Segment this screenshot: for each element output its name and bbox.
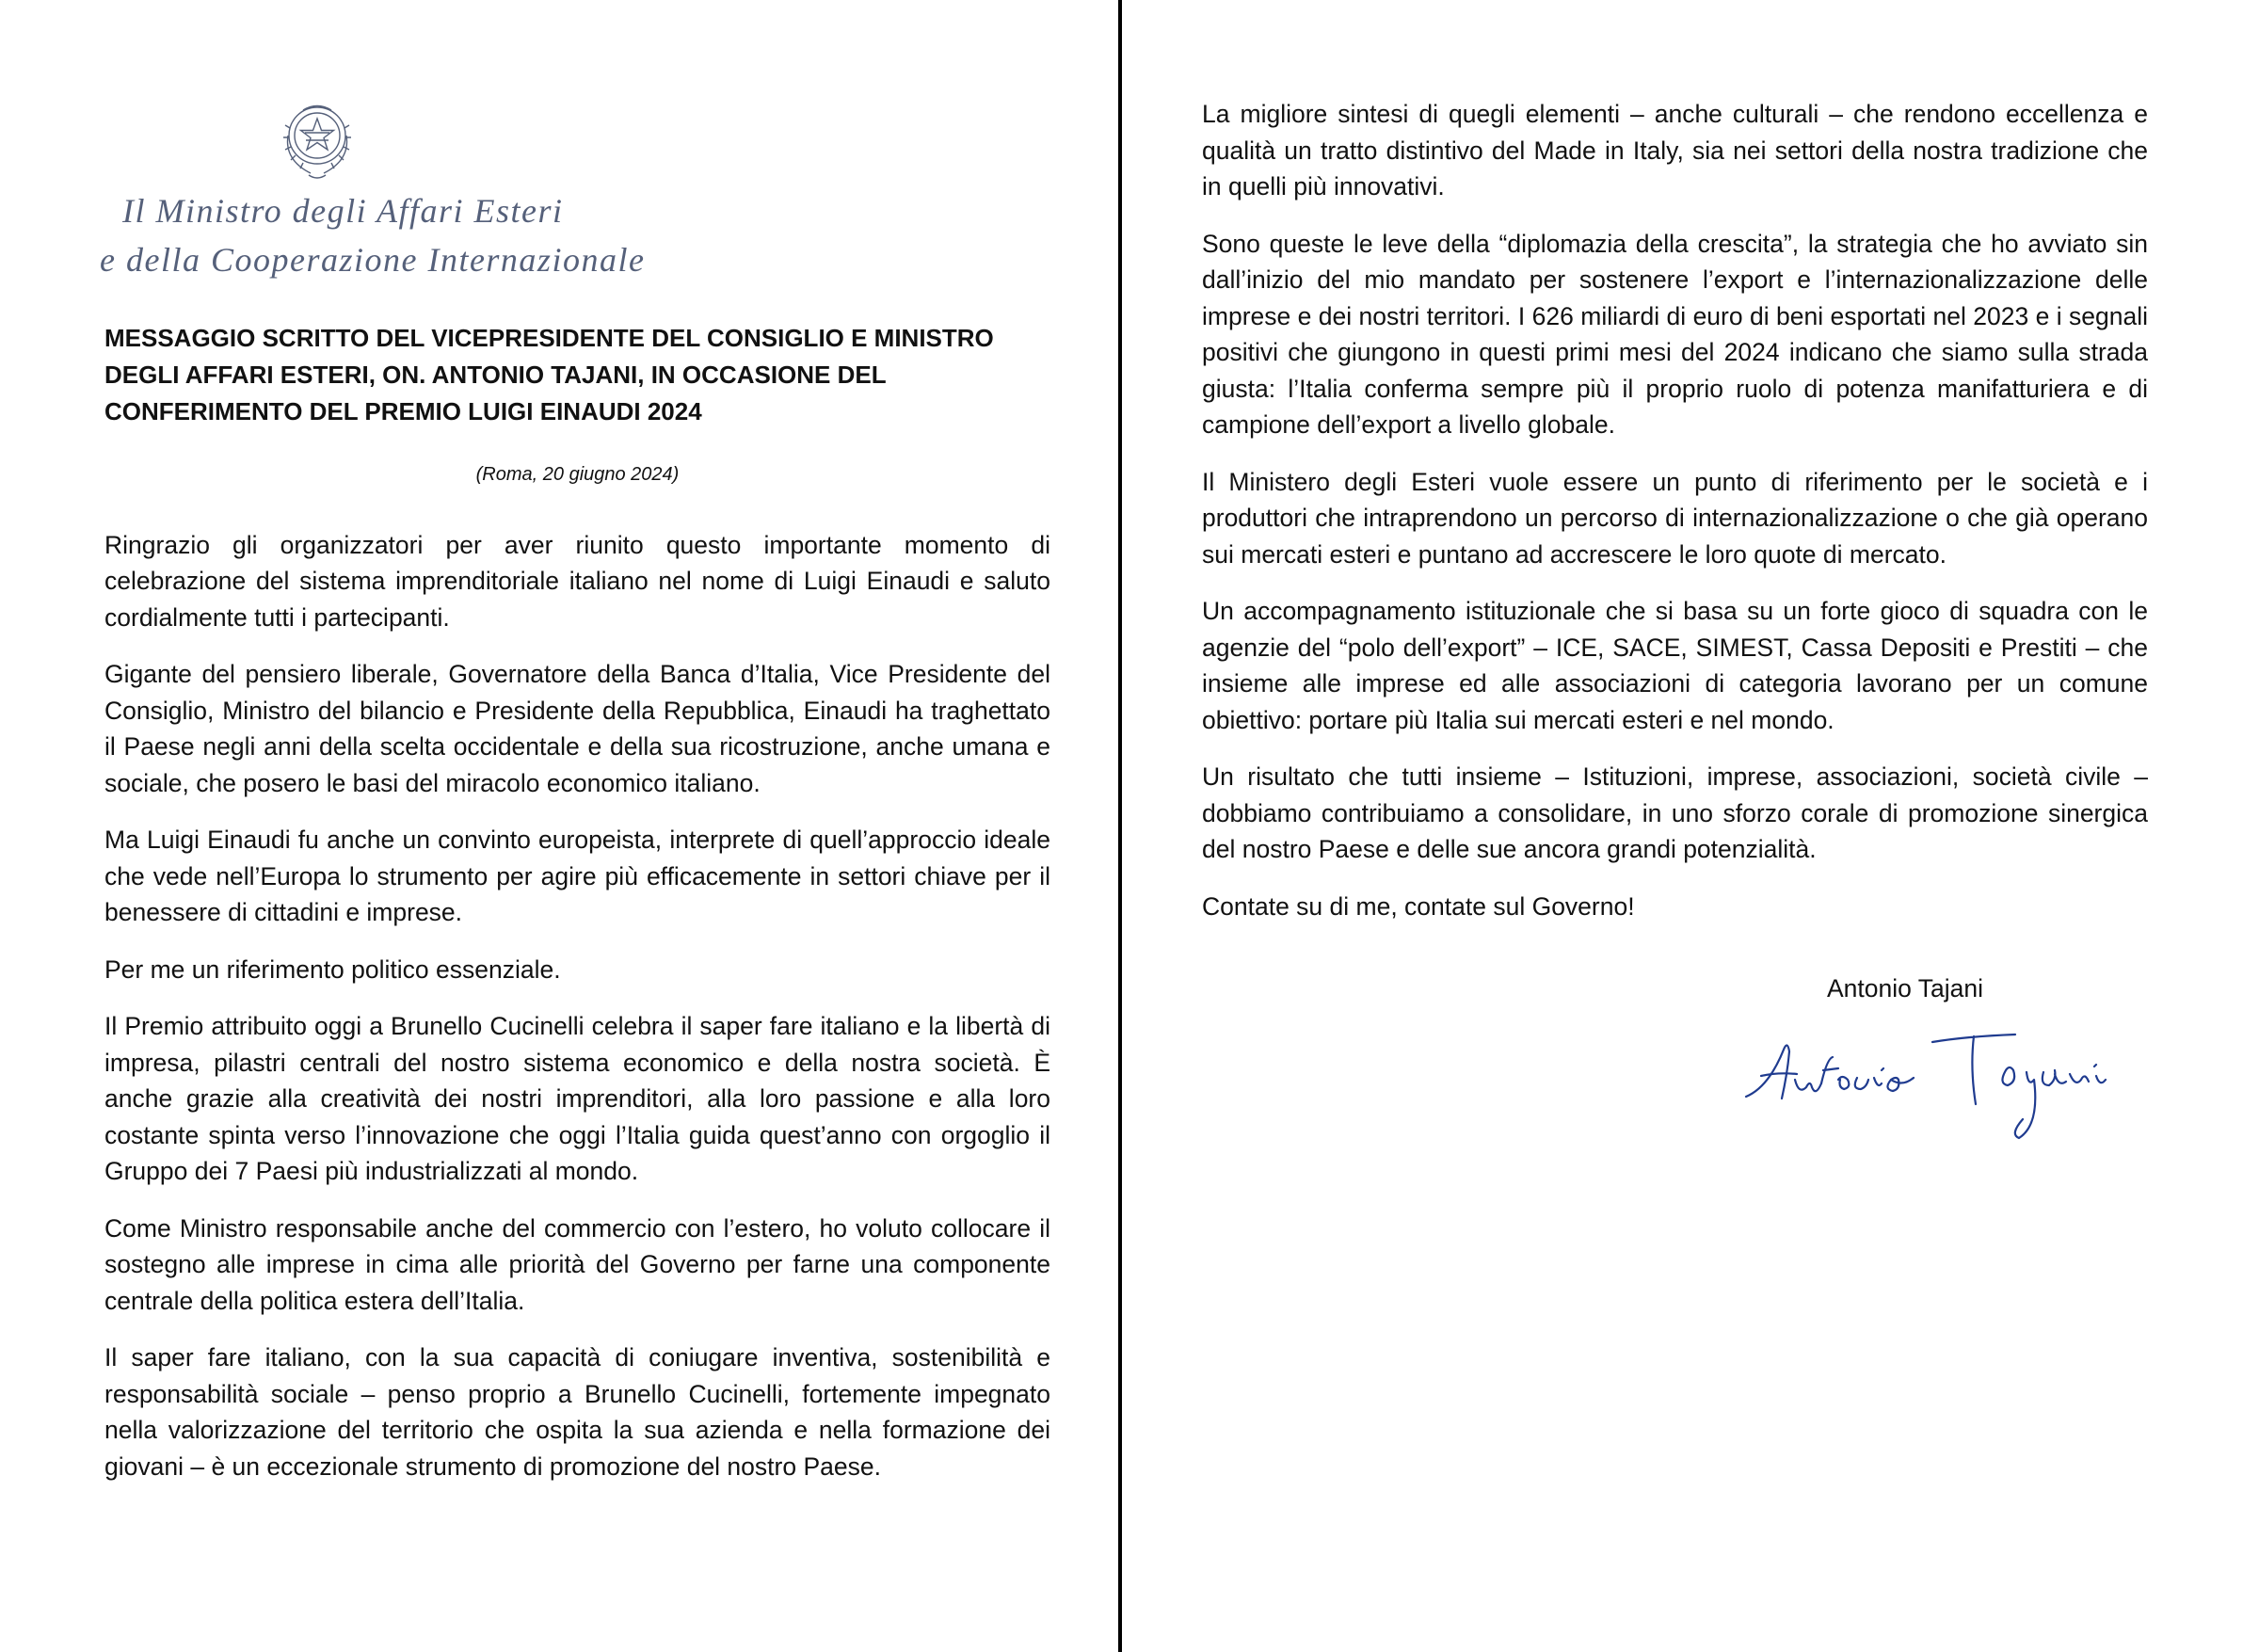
paragraph: La migliore sintesi di quegli elementi – anche culturali – che rendono eccellenza e qualità un tratto distintivo del Made in Italy, sia nei settori della nostra tradizione che in quelli più innovativi. bbox=[1202, 100, 2148, 200]
left-column bbox=[104, 320, 1050, 1505]
paragraph: Il saper fare italiano, con la sua capacità di coniugare inventiva, sostenibilità e responsabilità sociale – penso proprio a Brunello Cucinelli, fortemente impegnato nella valorizzazione del territorio che ospita la sua azienda e nella formazione dei giovani – è un eccezionale strumento di promozione del nostro Paese. bbox=[104, 1343, 1050, 1481]
paragraph: Il Ministero degli Esteri vuole essere un punto di riferimento per le società e i produttori che intraprendono un percorso di internazionalizzazione o che già operano sui mercati esteri e puntano ad accrescere le loro quote di mercato. bbox=[1202, 467, 2148, 569]
right-column bbox=[1202, 96, 2148, 945]
paragraph: Per me un riferimento politico essenziale. bbox=[104, 954, 561, 984]
paragraph: Un risultato che tutti insieme – Istituzioni, imprese, associazioni, società civile – dobbiamo contribuiamo a consolidare, in uno sforzo corale di promozione sinergica del nostro Paese e delle sue ancora grandi potenzialità. bbox=[1202, 762, 2148, 863]
paragraph: Ma Luigi Einaudi fu anche un convinto europeista, interprete di quell’approccio ideale che vede nell’Europa lo strumento per agire più efficacemente in settori chiave per il benessere di cittadini e imprese. bbox=[104, 826, 1050, 926]
paragraph: Un accompagnamento istituzionale che si basa su un forte gioco di squadra con le agenzie del “polo dell’export” – ICE, SACE, SIMEST, Cassa Depositi e Prestiti – che insieme alle imprese ed alle associazioni di categoria lavorano per un comune obiettivo: portare più Italia sui mercati esteri e nel mondo. bbox=[1202, 597, 2148, 734]
paragraph: Sono queste le leve della “diplomazia della crescita”, la strategia che ho avviato sin dall’inizio del mio mandato per sostenere l’export e l’internazionalizzazione delle imprese e dei nostri territori. I 626 miliardi di euro di beni esportati nel 2023 e i segnali positivi che giungono in questi primi mesi del 2024 indicano che siamo sulla strada giusta: l’Italia conferma sempre più il proprio ruolo di potenza manifatturiera e di campione dell’export a livello globale. bbox=[1202, 229, 2148, 439]
paragraph: Gigante del pensiero liberale, Governatore della Banca d’Italia, Vice Presidente del Consiglio, Ministro del bilancio e Presidente della Repubblica, Einaudi ha traghettato il Paese negli anni della scelta occidentale e della sua ricostruzione, anche umana e sociale, che posero le basi del miracolo economico italiano. bbox=[104, 660, 1050, 797]
letterhead bbox=[100, 89, 646, 287]
signature-block bbox=[1124, 974, 2259, 1125]
document-date: (Roma, 20 giugno 2024) bbox=[475, 464, 680, 485]
italian-republic-emblem-icon bbox=[275, 94, 360, 184]
paragraph: Il Premio attribuito oggi a Brunello Cucinelli celebra il saper fare italiano e la libertà di impresa, pilastri centrali del nostro sistema economico e della nostra società. È anche grazie alla creatività dei nostri imprenditori, alla loro passione e alla loro costante spinta verso l’innovazione che oggi l’Italia guida quest’anno con orgoglio il Gruppo dei 7 Paesi più industrializzati al mondo. bbox=[104, 1012, 1050, 1185]
letterhead-line-ministry: Il Ministro degli Affari Esteri bbox=[122, 192, 564, 230]
document-title: MESSAGGIO SCRITTO DEL VICEPRESIDENTE DEL CONSIGLIO E MINISTRO DEGLI AFFARI ESTERI, ON. ANTONIO TAJANI, IN OCCASIONE DEL CONFERIMENTO DEL PREMIO LUIGI EINAUDI 2024 bbox=[104, 324, 994, 425]
paragraph: Ringrazio gli organizzatori per aver riunito questo importante momento di celebrazione del sistema imprenditoriale italiano nel nome di Luigi Einaudi e saluto cordialmente tutti i partecipanti. bbox=[104, 530, 1050, 632]
page-divider bbox=[1118, 0, 1122, 1652]
signer-name: Antonio Tajani bbox=[1827, 974, 1984, 1002]
right-page bbox=[1124, 0, 2259, 1652]
paragraph: Come Ministro responsabile anche del commercio con l’estero, ho voluto collocare il sostegno alle imprese in cima alle priorità del Governo per farne una componente centrale della politica estera dell’Italia. bbox=[104, 1213, 1050, 1315]
handwritten-signature bbox=[1740, 1021, 2145, 1148]
letterhead-line-cooperation: e della Cooperazione Internazionale bbox=[100, 241, 646, 279]
left-page bbox=[0, 0, 1120, 1652]
closing-line: Contate su di me, contate sul Governo! bbox=[1202, 891, 1635, 921]
